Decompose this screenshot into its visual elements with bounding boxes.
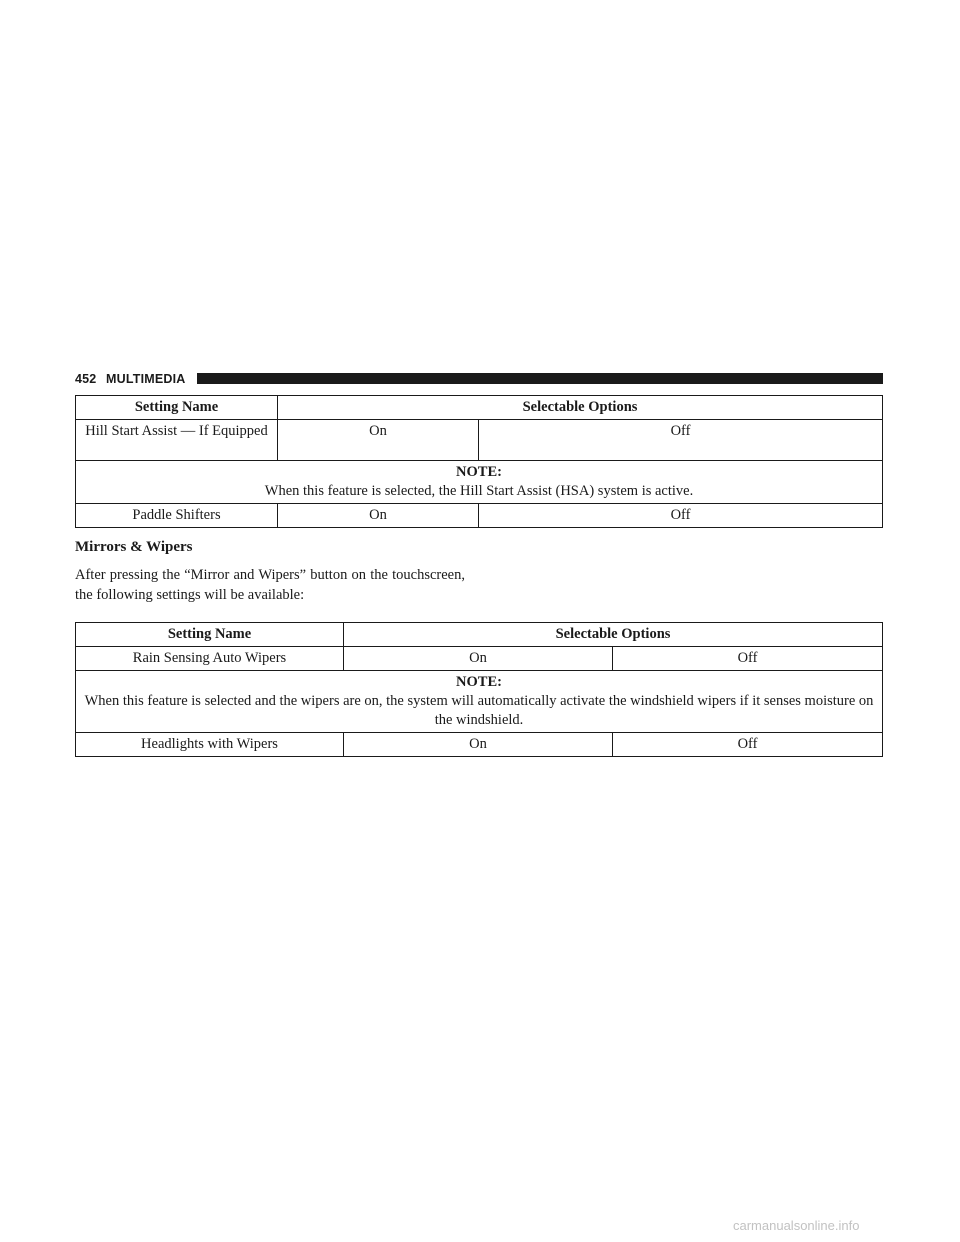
table-header-row	[76, 623, 883, 647]
note-row	[76, 671, 883, 733]
table-row	[76, 420, 883, 461]
page-header	[75, 370, 883, 390]
watermark: carmanualsonline.info	[733, 1218, 860, 1233]
setting-name-rain-sensing-auto-wipers: Rain Sensing Auto Wipers	[76, 647, 344, 671]
option-on: On	[278, 420, 479, 461]
note-text: When this feature is selected and the wipers are on, the system will automatically activate the windshield wipers if it senses moisture on the windshield.	[84, 693, 874, 728]
column-header-selectable-options: Selectable Options	[344, 623, 883, 647]
note-label: NOTE:	[456, 464, 502, 480]
settings-table-vehicle	[75, 395, 883, 528]
column-header-selectable-options: Selectable Options	[278, 396, 883, 420]
setting-name-hill-start-assist: Hill Start Assist — If Equipped	[76, 420, 278, 461]
option-on: On	[344, 733, 613, 757]
setting-name-headlights-with-wipers: Headlights with Wipers	[76, 733, 344, 757]
option-on: On	[344, 647, 613, 671]
header-rule	[197, 373, 883, 384]
note-cell	[76, 461, 883, 504]
option-off: Off	[479, 504, 883, 528]
option-off: Off	[613, 647, 883, 671]
table-row	[76, 647, 883, 671]
note-cell	[76, 671, 883, 733]
note-row	[76, 461, 883, 504]
option-on: On	[278, 504, 479, 528]
setting-name-paddle-shifters: Paddle Shifters	[76, 504, 278, 528]
table-row	[76, 504, 883, 528]
option-off: Off	[479, 420, 883, 461]
table-row	[76, 733, 883, 757]
section-heading-mirrors-wipers: Mirrors & Wipers	[75, 539, 193, 555]
table-header-row	[76, 396, 883, 420]
column-header-setting-name: Setting Name	[76, 396, 278, 420]
settings-table-mirrors-wipers	[75, 622, 883, 757]
note-text: When this feature is selected, the Hill Start Assist (HSA) system is active.	[264, 483, 694, 499]
note-label: NOTE:	[456, 674, 502, 690]
column-header-setting-name: Setting Name	[76, 623, 344, 647]
page-number: 452	[75, 372, 97, 386]
section-title: MULTIMEDIA	[106, 372, 186, 386]
body-paragraph: After pressing the “Mirror and Wipers” button on the touchscreen, the following settings will be available:	[75, 567, 465, 603]
option-off: Off	[613, 733, 883, 757]
